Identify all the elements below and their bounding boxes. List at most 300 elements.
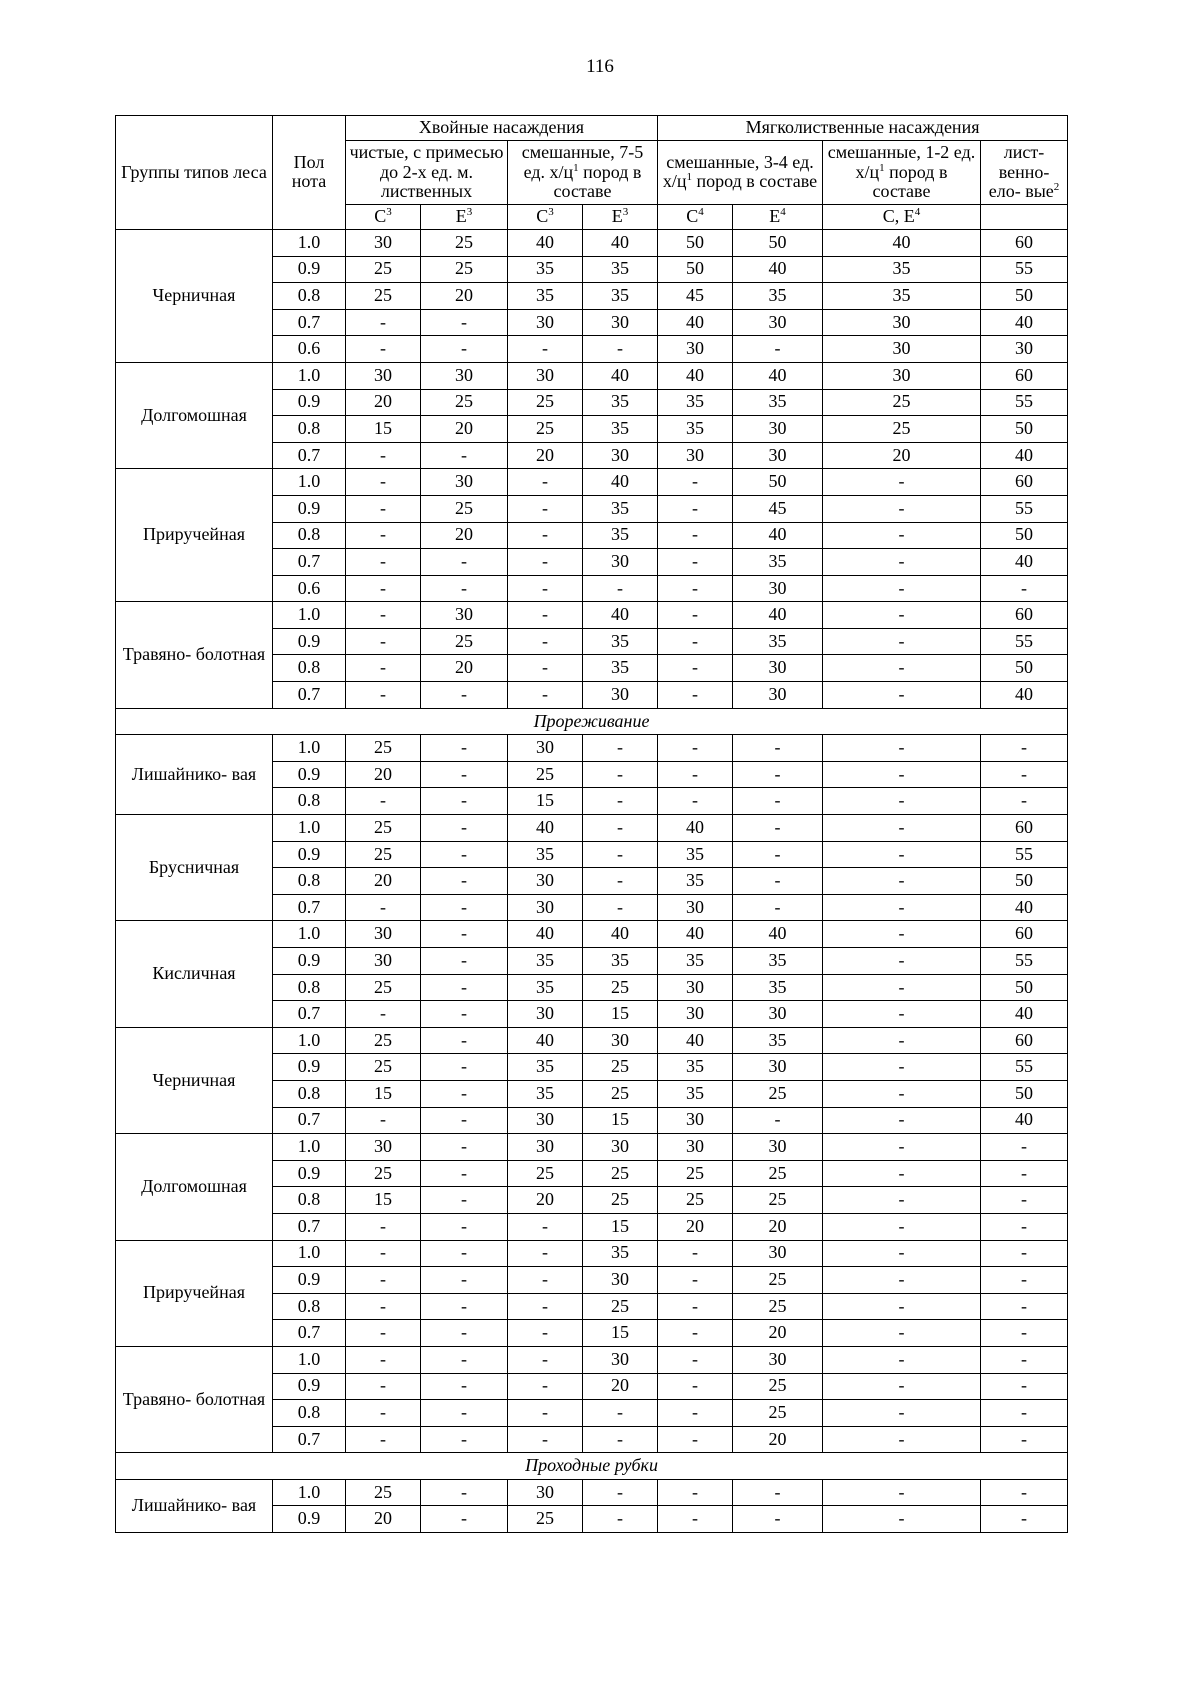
value-cell: - <box>508 1373 583 1400</box>
value-cell: 25 <box>823 389 981 416</box>
value-cell: 35 <box>658 841 733 868</box>
value-cell: 50 <box>981 416 1068 443</box>
value-cell: - <box>583 1479 658 1506</box>
value-cell: - <box>346 1240 421 1267</box>
table-row <box>116 1346 1068 1373</box>
value-cell: 50 <box>733 469 823 496</box>
value-cell: - <box>823 815 981 842</box>
value-cell: - <box>346 1373 421 1400</box>
table-row <box>116 1240 1068 1267</box>
value-cell: - <box>421 868 508 895</box>
value-cell: 20 <box>583 1373 658 1400</box>
value-cell: - <box>823 1479 981 1506</box>
table-row <box>116 362 1068 389</box>
value-cell: 40 <box>981 309 1068 336</box>
value-cell: - <box>981 1293 1068 1320</box>
value-cell: 30 <box>508 868 583 895</box>
value-cell: - <box>823 841 981 868</box>
value-cell: 40 <box>583 229 658 256</box>
value-cell: - <box>346 549 421 576</box>
value-cell: - <box>823 974 981 1001</box>
value-cell: - <box>658 549 733 576</box>
value-cell: - <box>981 1213 1068 1240</box>
value-cell: - <box>823 549 981 576</box>
value-cell: 55 <box>981 389 1068 416</box>
value-cell: 30 <box>583 1027 658 1054</box>
value-cell: 30 <box>658 336 733 363</box>
value-cell: - <box>421 1506 508 1533</box>
value-cell: 35 <box>658 948 733 975</box>
value-cell: 30 <box>733 1240 823 1267</box>
density-cell: 0.8 <box>273 416 346 443</box>
value-cell: 25 <box>823 416 981 443</box>
table-body <box>116 229 1068 1532</box>
value-cell: - <box>823 1001 981 1028</box>
header-coniferous: Хвойные насаждения <box>346 116 658 141</box>
value-cell: - <box>823 1160 981 1187</box>
value-cell: 35 <box>583 495 658 522</box>
value-cell: 50 <box>981 1080 1068 1107</box>
value-cell: - <box>508 1293 583 1320</box>
value-cell: - <box>346 894 421 921</box>
table-row <box>116 921 1068 948</box>
value-cell: 40 <box>583 469 658 496</box>
value-cell: 20 <box>508 1187 583 1214</box>
value-cell: 25 <box>583 1187 658 1214</box>
header-species-cell <box>981 205 1068 230</box>
density-cell: 0.8 <box>273 655 346 682</box>
value-cell: 25 <box>733 1373 823 1400</box>
value-cell: 25 <box>508 1160 583 1187</box>
density-cell: 1.0 <box>273 1346 346 1373</box>
value-cell: - <box>583 735 658 762</box>
value-cell: - <box>658 628 733 655</box>
density-cell: 0.8 <box>273 788 346 815</box>
value-cell: 35 <box>508 283 583 310</box>
value-cell: - <box>823 1267 981 1294</box>
value-cell: - <box>421 1160 508 1187</box>
value-cell: - <box>421 921 508 948</box>
density-cell: 1.0 <box>273 815 346 842</box>
value-cell: 30 <box>733 1054 823 1081</box>
value-cell: - <box>508 628 583 655</box>
value-cell: - <box>346 682 421 709</box>
header-species-cell: $С^4$ <box>658 205 733 230</box>
value-cell: - <box>508 1320 583 1347</box>
value-cell: 40 <box>658 815 733 842</box>
value-cell: 60 <box>981 602 1068 629</box>
value-cell: 25 <box>346 1160 421 1187</box>
value-cell: 30 <box>823 336 981 363</box>
value-cell: - <box>981 788 1068 815</box>
density-cell: 0.7 <box>273 894 346 921</box>
value-cell: - <box>421 1400 508 1427</box>
value-cell: 15 <box>583 1001 658 1028</box>
value-cell: - <box>421 1080 508 1107</box>
value-cell: - <box>981 1320 1068 1347</box>
density-cell: 0.6 <box>273 336 346 363</box>
value-cell: - <box>823 1240 981 1267</box>
forest-type-group: Черничная <box>116 1027 273 1133</box>
value-cell: 30 <box>508 1001 583 1028</box>
table-row <box>116 1134 1068 1161</box>
value-cell: - <box>421 442 508 469</box>
value-cell: 25 <box>658 1187 733 1214</box>
value-cell: 30 <box>658 442 733 469</box>
value-cell: 25 <box>421 495 508 522</box>
density-cell: 0.8 <box>273 1080 346 1107</box>
density-cell: 1.0 <box>273 1240 346 1267</box>
value-cell: 30 <box>733 1346 823 1373</box>
value-cell: - <box>823 788 981 815</box>
value-cell: 35 <box>583 655 658 682</box>
value-cell: 15 <box>346 416 421 443</box>
value-cell: 30 <box>583 1267 658 1294</box>
value-cell: - <box>823 682 981 709</box>
value-cell: - <box>346 628 421 655</box>
value-cell: 50 <box>981 655 1068 682</box>
value-cell: 30 <box>583 1134 658 1161</box>
value-cell: - <box>823 602 981 629</box>
value-cell: 30 <box>421 469 508 496</box>
value-cell: 35 <box>733 389 823 416</box>
value-cell: 55 <box>981 841 1068 868</box>
value-cell: 25 <box>508 416 583 443</box>
value-cell: - <box>981 761 1068 788</box>
value-cell: - <box>421 1426 508 1453</box>
value-cell: 35 <box>733 974 823 1001</box>
section-title: Прореживание <box>116 708 1068 735</box>
density-cell: 0.8 <box>273 283 346 310</box>
value-cell: 25 <box>346 1054 421 1081</box>
value-cell: 20 <box>346 1506 421 1533</box>
value-cell: 20 <box>421 283 508 310</box>
value-cell: 40 <box>583 362 658 389</box>
value-cell: 30 <box>733 575 823 602</box>
table-row <box>116 229 1068 256</box>
value-cell: 60 <box>981 921 1068 948</box>
value-cell: 40 <box>733 602 823 629</box>
header-species-cell: $Е^4$ <box>733 205 823 230</box>
value-cell: 35 <box>508 1054 583 1081</box>
value-cell: 30 <box>508 894 583 921</box>
value-cell: 25 <box>421 628 508 655</box>
value-cell: 30 <box>733 442 823 469</box>
value-cell: - <box>421 761 508 788</box>
value-cell: - <box>658 788 733 815</box>
value-cell: 30 <box>658 1134 733 1161</box>
value-cell: 35 <box>733 549 823 576</box>
value-cell: 25 <box>421 256 508 283</box>
value-cell: 40 <box>733 256 823 283</box>
value-cell: - <box>658 1373 733 1400</box>
value-cell: - <box>346 602 421 629</box>
value-cell: 20 <box>346 761 421 788</box>
value-cell: 35 <box>508 841 583 868</box>
value-cell: - <box>981 1400 1068 1427</box>
value-cell: 30 <box>421 602 508 629</box>
value-cell: 35 <box>733 283 823 310</box>
value-cell: - <box>823 1373 981 1400</box>
value-cell: 60 <box>981 229 1068 256</box>
value-cell: 40 <box>733 522 823 549</box>
value-cell: - <box>658 1267 733 1294</box>
value-cell: 40 <box>658 309 733 336</box>
header-species-cell: С, $Е^4$ <box>823 205 981 230</box>
value-cell: - <box>346 442 421 469</box>
value-cell: - <box>346 1267 421 1294</box>
density-cell: 0.9 <box>273 495 346 522</box>
value-cell: - <box>823 1346 981 1373</box>
value-cell: 20 <box>733 1213 823 1240</box>
value-cell: 60 <box>981 469 1068 496</box>
value-cell: - <box>421 1479 508 1506</box>
table-row <box>116 815 1068 842</box>
value-cell: - <box>346 495 421 522</box>
value-cell: - <box>346 655 421 682</box>
value-cell: - <box>823 868 981 895</box>
density-cell: 0.9 <box>273 1267 346 1294</box>
value-cell: 35 <box>658 416 733 443</box>
value-cell: 40 <box>508 921 583 948</box>
value-cell: - <box>733 868 823 895</box>
value-cell: - <box>508 336 583 363</box>
value-cell: 30 <box>508 1134 583 1161</box>
value-cell: - <box>346 1400 421 1427</box>
value-cell: - <box>981 1134 1068 1161</box>
value-cell: 40 <box>658 1027 733 1054</box>
density-cell: 0.7 <box>273 442 346 469</box>
value-cell: - <box>583 336 658 363</box>
value-cell: - <box>823 1320 981 1347</box>
value-cell: - <box>346 309 421 336</box>
value-cell: 35 <box>733 948 823 975</box>
value-cell: - <box>733 1506 823 1533</box>
page-number: 116 <box>586 56 614 77</box>
value-cell: - <box>823 1213 981 1240</box>
value-cell: - <box>346 1426 421 1453</box>
value-cell: 35 <box>508 1080 583 1107</box>
table-row <box>116 1027 1068 1054</box>
value-cell: 30 <box>733 1001 823 1028</box>
value-cell: - <box>658 1426 733 1453</box>
value-cell: 25 <box>583 1293 658 1320</box>
value-cell: - <box>981 1160 1068 1187</box>
value-cell: - <box>508 522 583 549</box>
density-cell: 0.7 <box>273 549 346 576</box>
density-cell: 0.9 <box>273 1506 346 1533</box>
value-cell: 30 <box>583 549 658 576</box>
value-cell: 25 <box>346 256 421 283</box>
value-cell: - <box>733 894 823 921</box>
value-cell: 35 <box>583 522 658 549</box>
value-cell: - <box>508 1213 583 1240</box>
density-cell: 0.8 <box>273 1187 346 1214</box>
value-cell: 25 <box>733 1267 823 1294</box>
value-cell: 30 <box>658 894 733 921</box>
value-cell: - <box>823 1134 981 1161</box>
value-cell: 25 <box>583 1080 658 1107</box>
header-mixed-3-4: смешанные, 3-4 ед. $х/ц^1$ пород в составе <box>658 140 823 204</box>
value-cell: - <box>823 1426 981 1453</box>
value-cell: 25 <box>346 815 421 842</box>
value-cell: - <box>346 336 421 363</box>
value-cell: 30 <box>658 974 733 1001</box>
header-density: Пол нота <box>273 116 346 230</box>
value-cell: - <box>421 549 508 576</box>
value-cell: 30 <box>583 442 658 469</box>
value-cell: 25 <box>346 735 421 762</box>
value-cell: 35 <box>508 948 583 975</box>
value-cell: - <box>981 1506 1068 1533</box>
value-cell: - <box>658 735 733 762</box>
value-cell: - <box>421 735 508 762</box>
value-cell: - <box>823 1506 981 1533</box>
value-cell: - <box>733 336 823 363</box>
value-cell: - <box>823 1107 981 1134</box>
table-row <box>116 1479 1068 1506</box>
value-cell: - <box>658 1293 733 1320</box>
section-row <box>116 708 1068 735</box>
value-cell: 55 <box>981 256 1068 283</box>
value-cell: - <box>421 1346 508 1373</box>
section-row <box>116 1453 1068 1480</box>
value-cell: 30 <box>583 1346 658 1373</box>
value-cell: 25 <box>658 1160 733 1187</box>
thinning-intensity-table <box>115 115 1068 1533</box>
value-cell: - <box>346 1346 421 1373</box>
value-cell: 30 <box>346 948 421 975</box>
value-cell: 30 <box>733 309 823 336</box>
value-cell: - <box>346 1320 421 1347</box>
value-cell: 25 <box>346 974 421 1001</box>
value-cell: - <box>421 948 508 975</box>
value-cell: 30 <box>733 655 823 682</box>
forest-type-group: Черничная <box>116 229 273 362</box>
value-cell: - <box>583 788 658 815</box>
value-cell: - <box>346 788 421 815</box>
forest-type-group: Долгомошная <box>116 362 273 468</box>
value-cell: 40 <box>733 362 823 389</box>
value-cell: - <box>508 602 583 629</box>
value-cell: 40 <box>823 229 981 256</box>
value-cell: - <box>346 1001 421 1028</box>
density-cell: 0.8 <box>273 974 346 1001</box>
table-row <box>116 602 1068 629</box>
header-species-cell: $С^3$ <box>346 205 421 230</box>
value-cell: - <box>583 1426 658 1453</box>
value-cell: - <box>981 735 1068 762</box>
value-cell: 30 <box>346 921 421 948</box>
value-cell: - <box>823 921 981 948</box>
forest-type-group: Травяно- болотная <box>116 602 273 708</box>
density-cell: 0.9 <box>273 389 346 416</box>
density-cell: 1.0 <box>273 469 346 496</box>
value-cell: - <box>583 761 658 788</box>
value-cell: - <box>823 1187 981 1214</box>
value-cell: - <box>421 1373 508 1400</box>
value-cell: 30 <box>658 1001 733 1028</box>
value-cell: - <box>508 495 583 522</box>
value-cell: - <box>508 1240 583 1267</box>
value-cell: - <box>583 815 658 842</box>
value-cell: - <box>658 761 733 788</box>
value-cell: 35 <box>583 1240 658 1267</box>
value-cell: 30 <box>823 362 981 389</box>
value-cell: 35 <box>508 974 583 1001</box>
value-cell: - <box>981 1426 1068 1453</box>
value-cell: 50 <box>981 868 1068 895</box>
value-cell: 50 <box>658 256 733 283</box>
value-cell: - <box>421 1054 508 1081</box>
density-cell: 1.0 <box>273 229 346 256</box>
header-mixed-7-5: смешанные, 7-5 ед. $х/ц^1$ пород в составе <box>508 140 658 204</box>
value-cell: 35 <box>823 283 981 310</box>
header-soft-deciduous: Мягколиственные насаждения <box>658 116 1068 141</box>
value-cell: 40 <box>508 1027 583 1054</box>
value-cell: 35 <box>508 256 583 283</box>
value-cell: - <box>658 1400 733 1427</box>
value-cell: 50 <box>658 229 733 256</box>
value-cell: 40 <box>981 1001 1068 1028</box>
value-cell: 25 <box>583 1160 658 1187</box>
value-cell: 30 <box>733 416 823 443</box>
value-cell: - <box>823 495 981 522</box>
density-cell: 0.8 <box>273 1400 346 1427</box>
value-cell: - <box>658 1346 733 1373</box>
value-cell: 40 <box>583 602 658 629</box>
value-cell: 15 <box>583 1213 658 1240</box>
value-cell: 35 <box>733 1027 823 1054</box>
density-cell: 0.9 <box>273 1373 346 1400</box>
value-cell: - <box>981 1187 1068 1214</box>
value-cell: 25 <box>346 841 421 868</box>
value-cell: - <box>508 1346 583 1373</box>
value-cell: - <box>421 788 508 815</box>
value-cell: - <box>981 1373 1068 1400</box>
value-cell: - <box>823 735 981 762</box>
header-species-cell: $С^3$ <box>508 205 583 230</box>
density-cell: 0.9 <box>273 1160 346 1187</box>
value-cell: - <box>421 1213 508 1240</box>
density-cell: 0.9 <box>273 1054 346 1081</box>
value-cell: - <box>421 575 508 602</box>
value-cell: - <box>421 894 508 921</box>
value-cell: 25 <box>421 229 508 256</box>
value-cell: - <box>583 894 658 921</box>
value-cell: - <box>346 1107 421 1134</box>
value-cell: - <box>346 575 421 602</box>
header-species-cell: $Е^3$ <box>583 205 658 230</box>
value-cell: - <box>583 1400 658 1427</box>
value-cell: - <box>421 815 508 842</box>
value-cell: - <box>658 1240 733 1267</box>
value-cell: 35 <box>583 416 658 443</box>
density-cell: 0.7 <box>273 1213 346 1240</box>
value-cell: - <box>733 788 823 815</box>
value-cell: 35 <box>658 389 733 416</box>
density-cell: 0.8 <box>273 522 346 549</box>
value-cell: 60 <box>981 1027 1068 1054</box>
value-cell: 55 <box>981 1054 1068 1081</box>
header-deciduous-spruce: лист- венно- ело- вые$^2$ <box>981 140 1068 204</box>
value-cell: 20 <box>658 1213 733 1240</box>
density-cell: 1.0 <box>273 602 346 629</box>
value-cell: - <box>823 1054 981 1081</box>
value-cell: 35 <box>658 1054 733 1081</box>
value-cell: - <box>823 894 981 921</box>
value-cell: - <box>508 1267 583 1294</box>
